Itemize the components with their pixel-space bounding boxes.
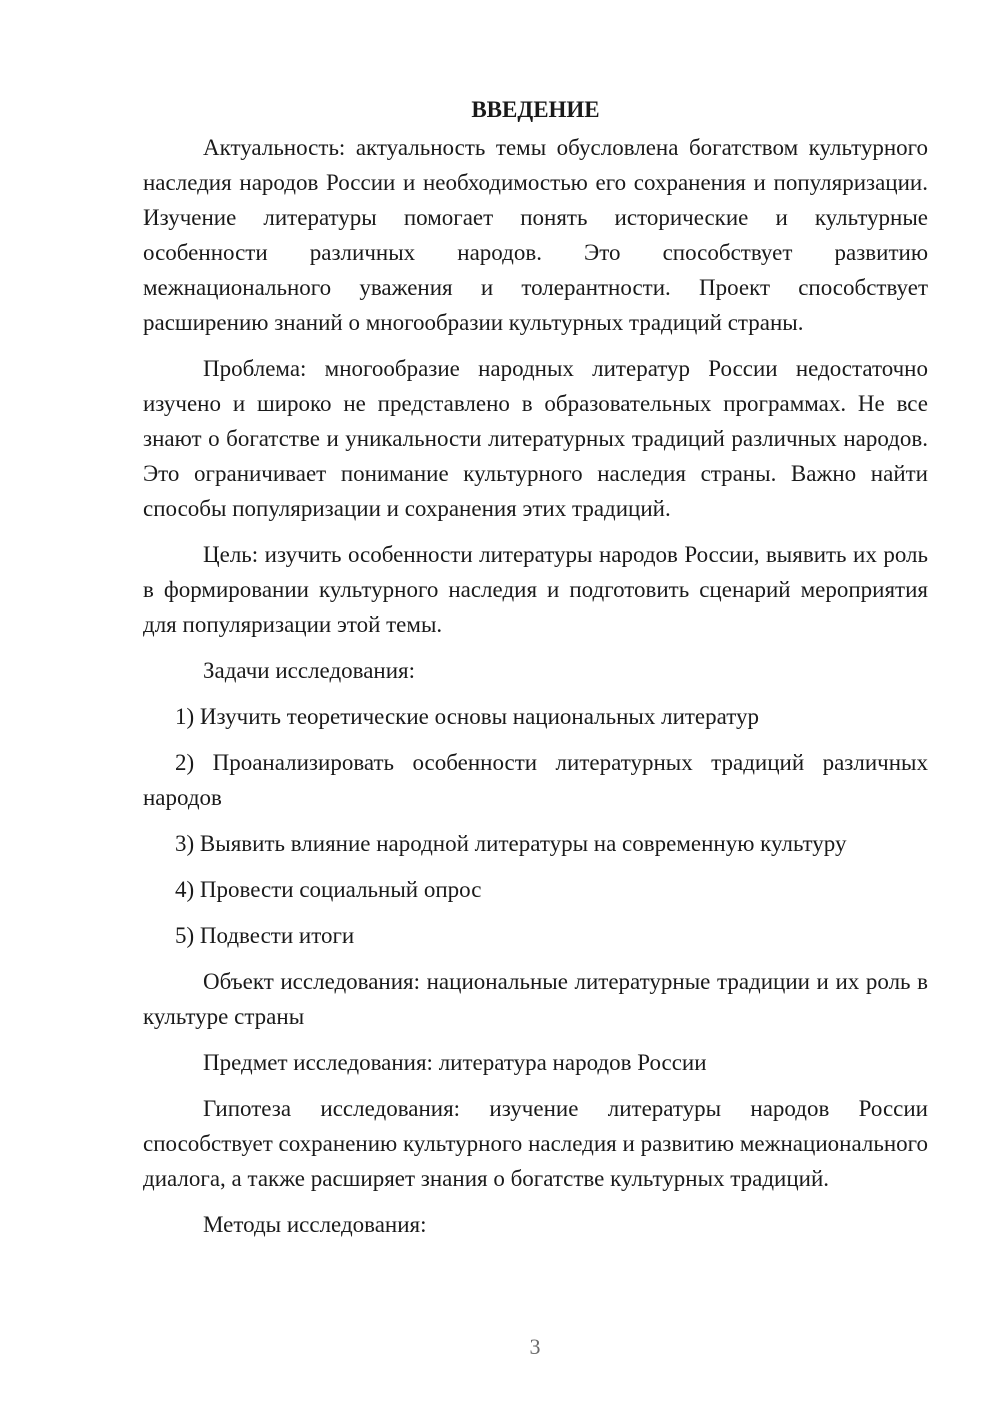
task-item: 1) Изучить теоретические основы национальных литератур <box>175 704 760 729</box>
task-item: 4) Провести социальный опрос <box>175 877 482 902</box>
paragraph-goal: Цель: изучить особенности литературы народов России, выявить их роль в формировании культурного наследия и подготовить сценарий мероприятия для популяризации этой темы. <box>143 542 928 637</box>
paragraph-tasks-heading: Задачи исследования: <box>203 658 416 683</box>
paragraph-methods: Методы исследования: <box>203 1212 427 1237</box>
paragraph-problem: Проблема: многообразие народных литератур России недостаточно изучено и широко не представлено в образовательных программах. Не все знают о богатстве и уникальности литературных традиций различных народов. Это ограничивает понимание культурного наследия страны. Важно найти способы популяризации и сохранения этих традиций. <box>143 356 928 521</box>
paragraph-relevance: Актуальность: актуальность темы обусловлена богатством культурного наследия народов России и необходимостью его сохранения и популяризации. Изучение литературы помогает понять исторические и культурные особенности различных народов. Это способствует развитию межнационального уважения и толерантности. Проект способствует расширению знаний о многообразии культурных традиций страны. <box>143 135 928 335</box>
document-title: ВВЕДЕНИЕ <box>471 97 600 122</box>
task-item: 2) Проанализировать особенности литературных традиций различных народов <box>143 750 928 810</box>
paragraph-object: Объект исследования: национальные литературные традиции и их роль в культуре страны <box>143 969 928 1029</box>
document-page <box>143 92 928 1253</box>
page-number: 3 <box>529 1334 541 1359</box>
task-item: 3) Выявить влияние народной литературы на современную культуру <box>175 831 847 856</box>
task-item: 5) Подвести итоги <box>175 923 355 948</box>
paragraph-subject: Предмет исследования: литература народов России <box>203 1050 707 1075</box>
paragraph-hypothesis: Гипотеза исследования: изучение литературы народов России способствует сохранению культурного наследия и развитию межнационального диалога, а также расширяет знания о богатстве культурных традиций. <box>143 1096 928 1191</box>
